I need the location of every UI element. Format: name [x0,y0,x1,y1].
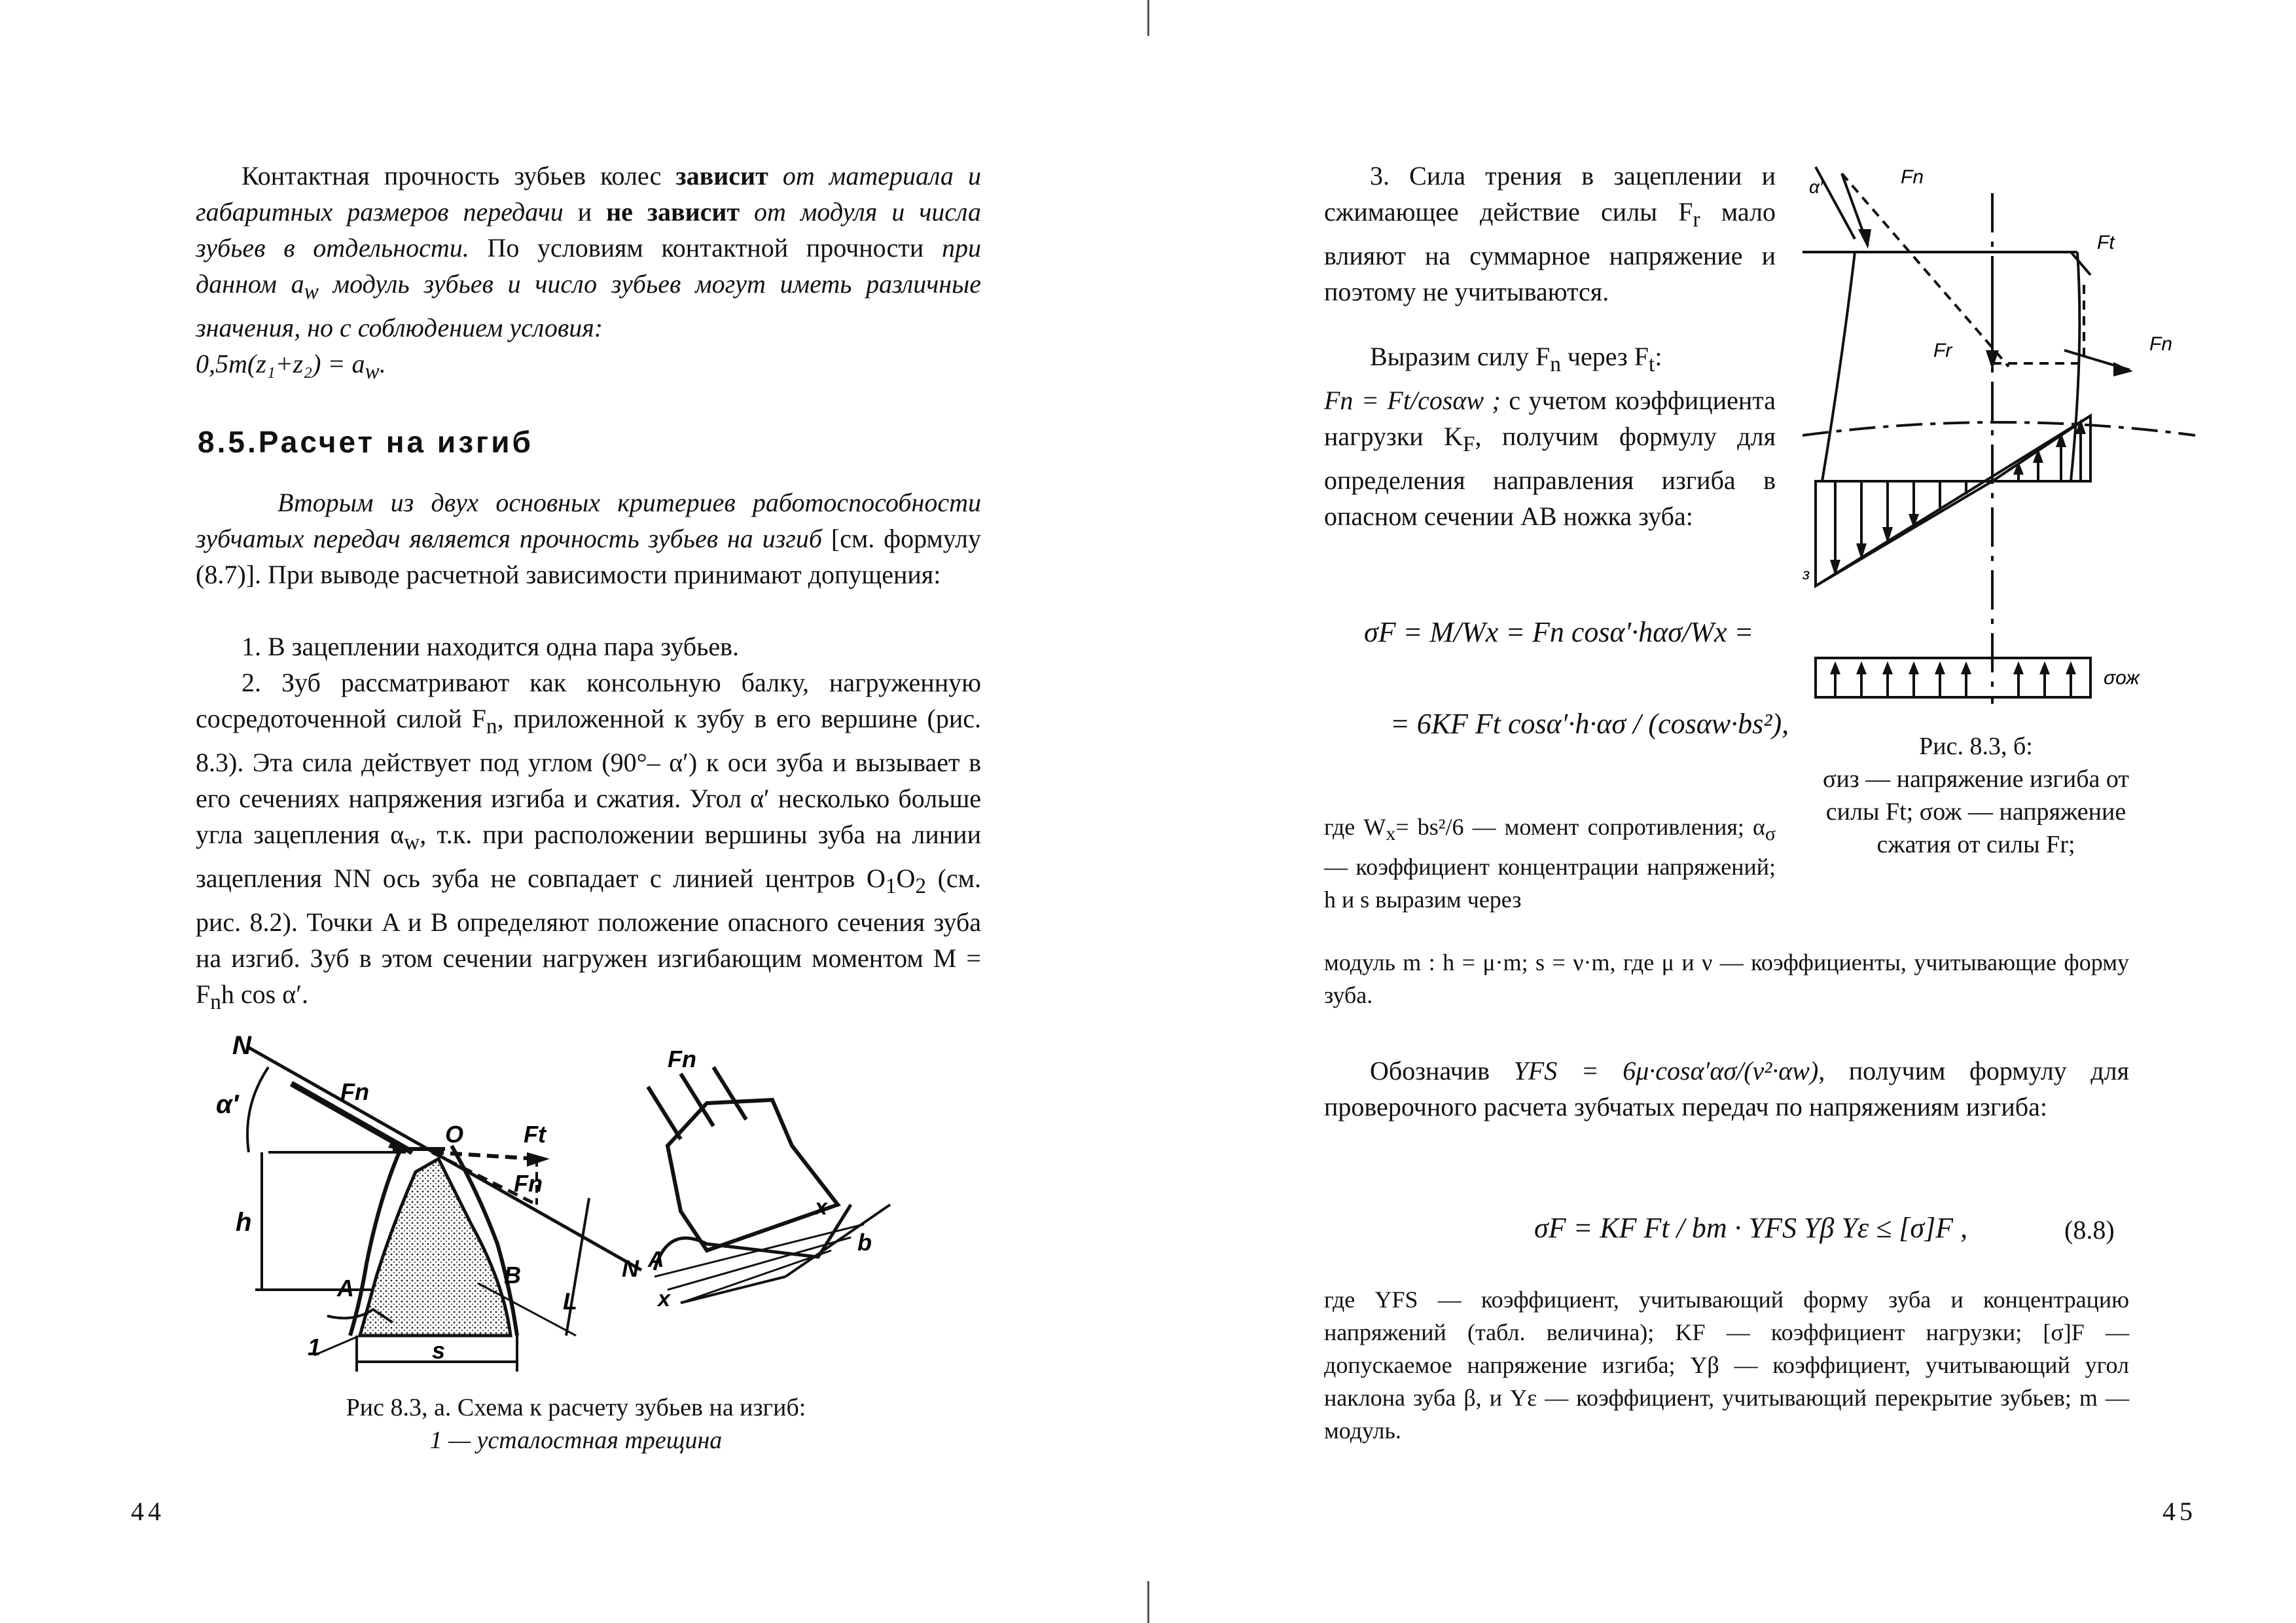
label-b-Ft: Ft [2097,232,2115,253]
label-x1: x [815,1195,827,1220]
label-b-Fr: Fr [1933,340,1952,361]
label-Fn: Fn [340,1078,369,1105]
page-number-right: 45 [2162,1497,2197,1526]
label-s: s [432,1337,446,1364]
paragraph-modul: модуль m : h = μ·m; s = ν·m, где μ и ν — коэффициенты, учитывающие форму зуба. [1324,949,2129,1008]
paragraph-where-moment: где $W_x= bs^2/6$ — момент сопротивления; $\alpha_\sigma—$ коэффициент концентрации напряжений; h и s выразим через [1324,814,1776,913]
label-b-Fn-right: Fn [2149,333,2173,355]
figure-caption-b: Рис. 8.3, б: σиз — напряжение изгиба от силы Ft; σож — напряжение сжатия от силы Fr; [1822,733,2130,858]
label-O: O [445,1121,464,1148]
paragraph-bending-intro: Вторым из двух основных критериев работоспособности зубчатых передач является прочность зубьев на изгиб [см. формулу (8.7)]. При выводе расчетной зависимости принимают допущения: [196,488,982,589]
label-b-sigma-oz: σож [2104,667,2140,689]
label-b-Fn-top: Fn [1901,166,1924,188]
label-A2: A [648,1247,664,1272]
label-b-alpha: α′ [1809,177,1823,197]
label-b-z: з [1803,566,1810,583]
paragraph-final: где YFS — коэффициент, учитывающий форму зуба и концентрацию напряжений (табл. величина); KF — коэффициент нагрузки; [σ]F — допускаемое напряжение изгиба; Yβ — коэффициент, учитывающий угол наклона зуба β, и Yε — коэффициент, учитывающий перекрытие зубьев; m — модуль. [1324,1286,2129,1444]
label-x2: x [658,1286,670,1311]
label-h: h [236,1208,252,1237]
page-number-left: 44 [131,1497,165,1526]
sigma-formula-line1: σF = M/Wx = Fn cosα′·hασ/Wx = [1364,616,1754,648]
list-item-2: 2. Зуб рассматривают как консольную балку, нагруженную сосредоточенной силой $F_n$, приложенной к зубу в его вершине (рис. 8.3). Эта сила действует под углом (90°– α′) к оси зуба и вызывает в его сечениях напряжения изгиба и сжатия. Угол α′ несколько больше угла зацепления $\alpha_w$, т.к. при расположении вершины зуба на линии зацепления NN ось зуба не совпадает с линией центров $O_1O_2$ (см. рис. 8.2). Точки A и B определяют положение опасного сечения зуба на изгиб. Зуб в этом сечении нагружен изгибающим моментом $M = F_nh$ cos α′. [196,668,981,1014]
section-heading: 8.5.Расчет на изгиб [198,425,533,459]
paragraph-contact-strength: Контактная прочность зубьев колес зависит от материала и габаритных размеров передачи и не зависит от модуля и числа зубьев в отдельности. По условиям контактной прочности при данном $a_w$ модуль зубьев и число зубьев могут иметь различные значения, но с соблюдением условия: $0,5m(z_1+z_2) = a_w$. [196,161,982,384]
sigma-formula-line2: = 6KF Ft cosα′·h·ασ / (cosαw·bs²), [1390,708,1789,740]
figure-8-3a [196,1028,949,1381]
label-alpha: α′ [216,1090,239,1119]
label-1: 1 [308,1334,321,1360]
right-page [1148,0,2296,1623]
paragraph-express-force: Выразим силу $F_n$ через $F_t$: Fn = Ft/cosαw ; с учетом коэффициента нагрузки $K_F$, получим формулу для определения направления изгиба в опасном сечении АВ ножка зуба: [1324,342,1776,531]
figure-caption-a: Рис 8.3, а. Схема к расчету зубьев на изгиб: 1 — усталостная трещина [346,1394,806,1454]
list-item-1: 1. В зацеплении находится одна пара зубьев. [242,632,740,661]
label-Fn2: Fn [514,1170,543,1197]
paragraph-denote: Обозначив YFS = 6μ·cosα′ασ/(ν²·αw), получим формулу для проверочного расчета зубчатых передач по напряжениям изгиба: [1324,1056,2130,1122]
label-N-top: N [232,1031,251,1060]
label-A: A [337,1275,354,1302]
main-formula: σF = KF Ft / bm · YFS Yβ Yε ≤ [σ]F , [1534,1212,1968,1244]
label-L: L [563,1288,577,1315]
list-item-3: 3. Сила трения в зацеплении и сжимающее действие силы $F_r$ мало влияют на суммарное напряжение и поэтому не учитываются. [1324,161,1776,306]
label-Ft: Ft [524,1121,546,1148]
label-b: b [857,1229,872,1256]
label-N-right: N [622,1255,639,1282]
label-Fn3: Fn [668,1046,696,1072]
label-B: B [504,1262,521,1288]
formula-number: (8.8) [2064,1215,2115,1245]
figure-8-3b [1803,154,2195,704]
